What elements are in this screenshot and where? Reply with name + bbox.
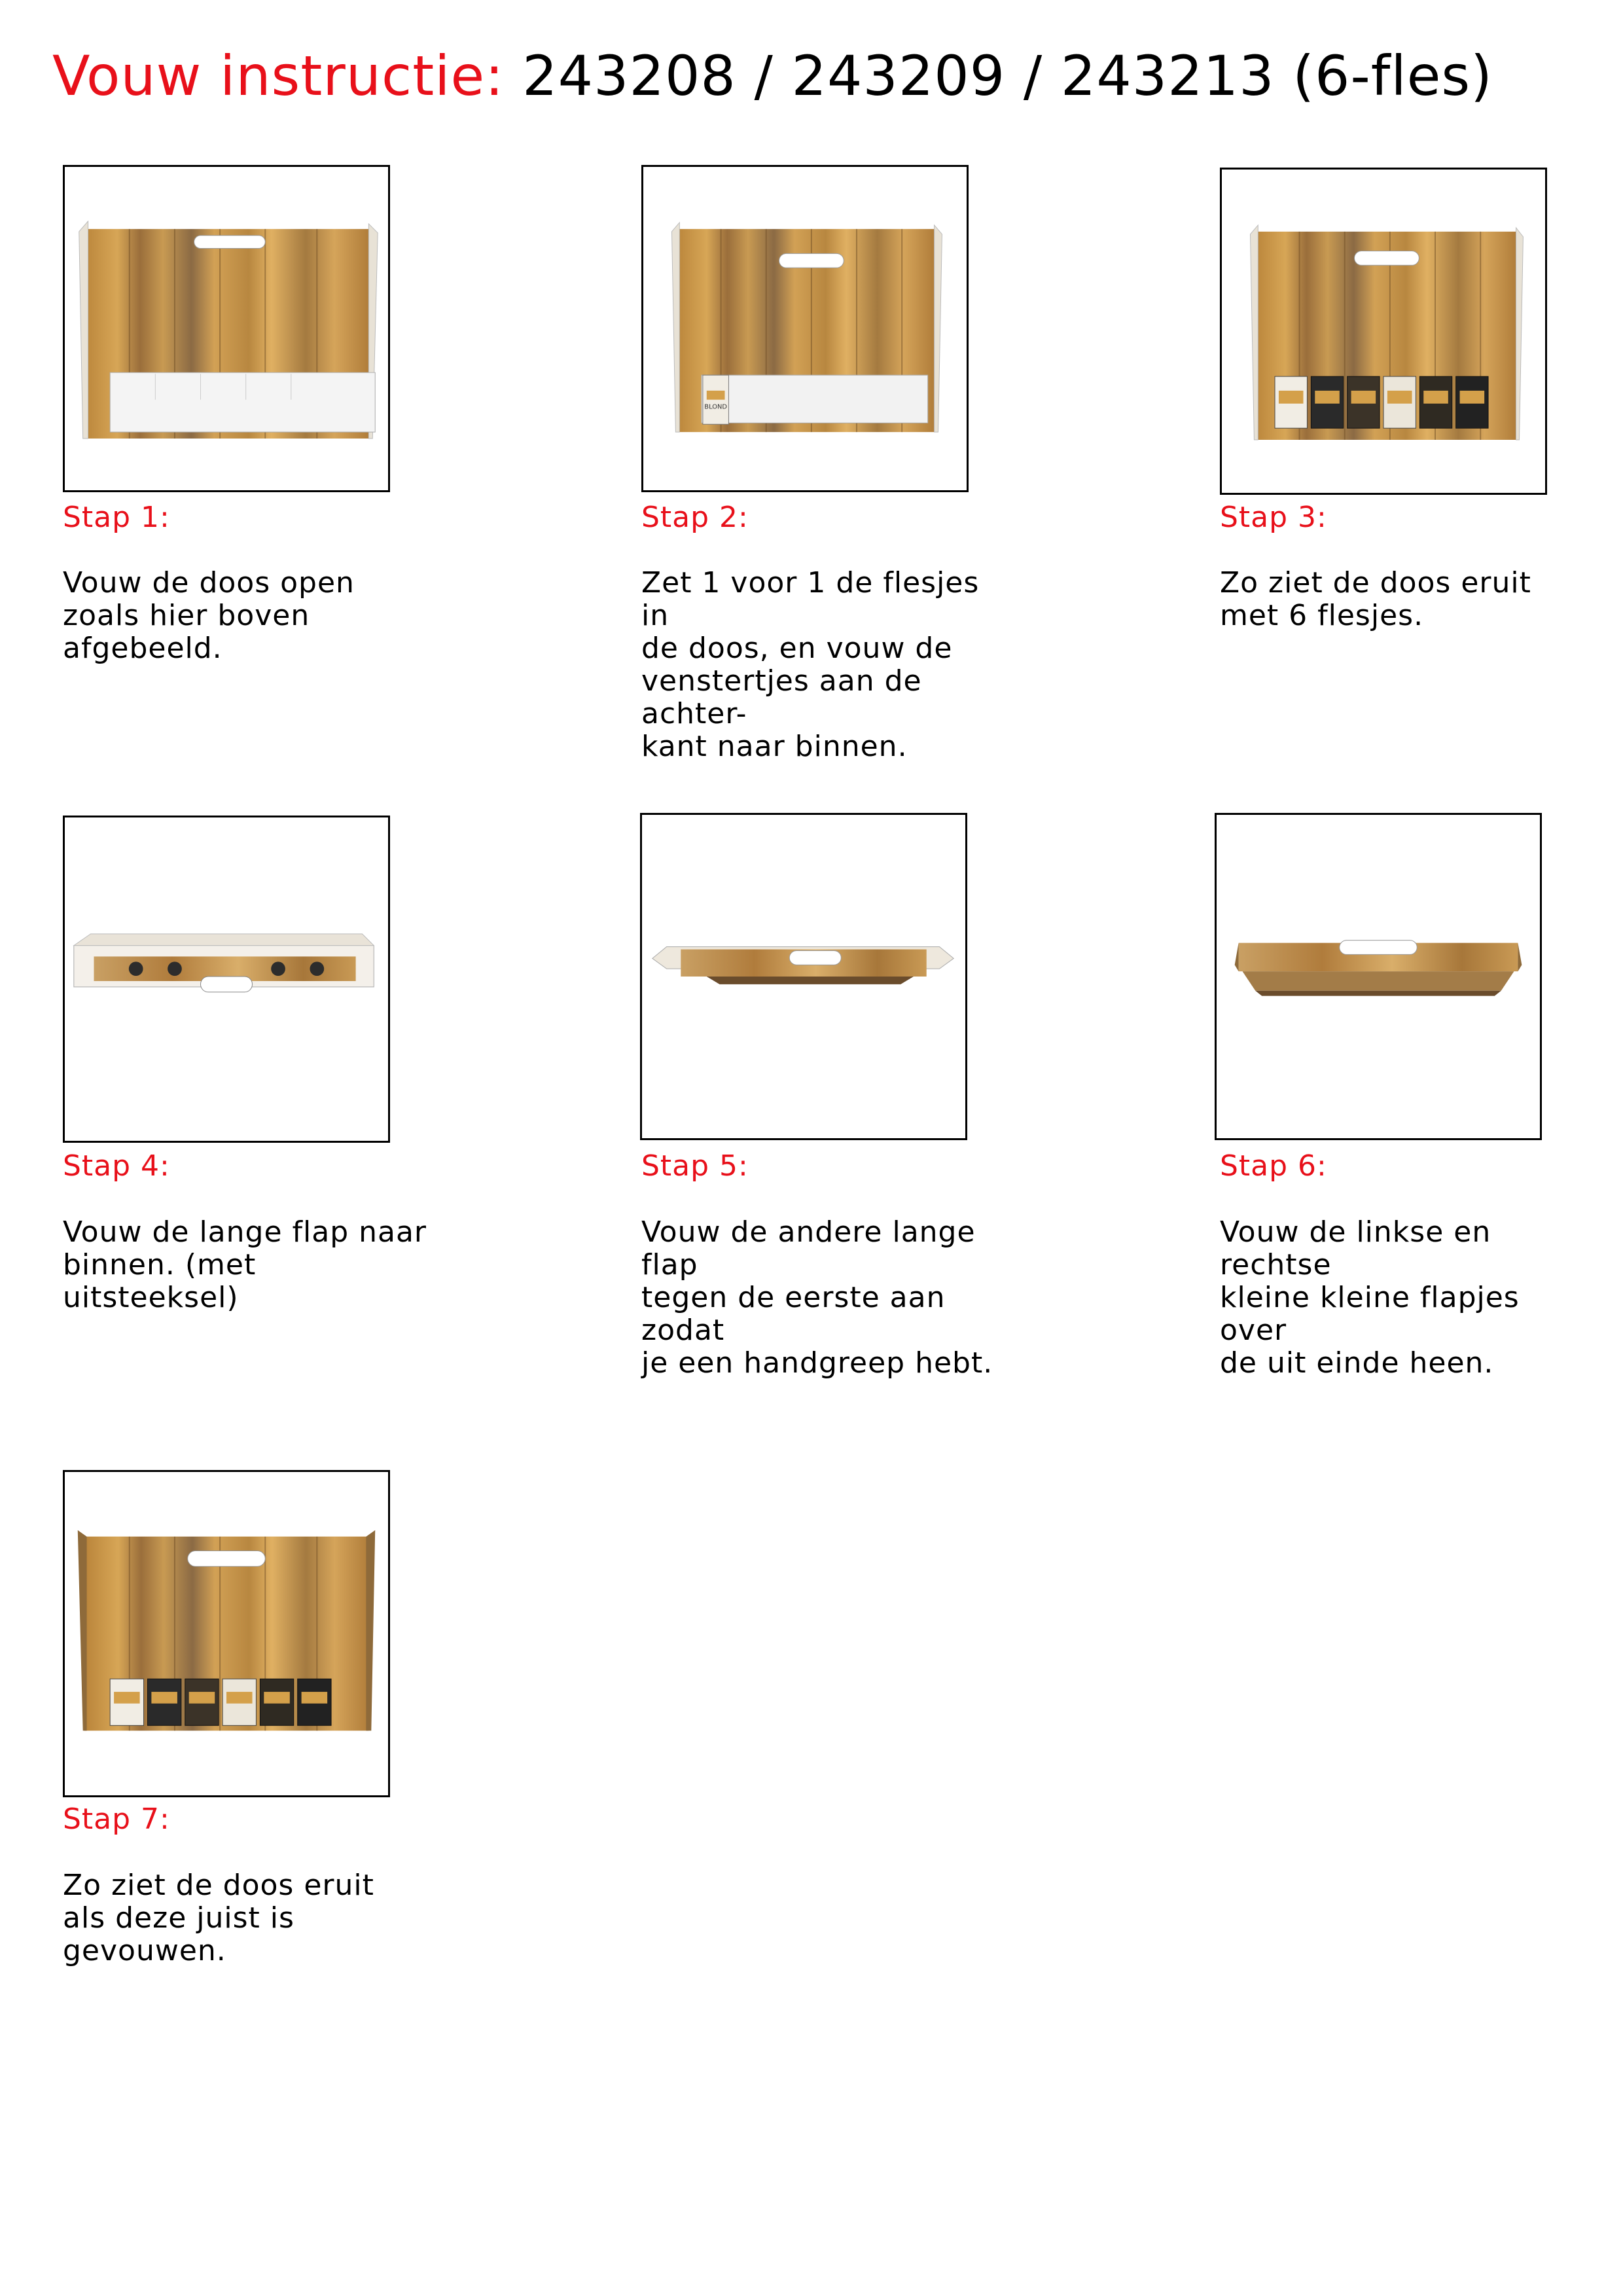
step-2-text: Zet 1 voor 1 de flesjes in de doos, en vouw de venstertjes aan de achter- kant naar binnen. xyxy=(641,566,980,763)
step-4-photo xyxy=(63,816,390,1143)
step-7-label: Stap 7: xyxy=(63,1803,170,1836)
step-3-photo xyxy=(1220,168,1547,495)
box-top-view-end-flaps-illustration xyxy=(1217,815,1540,1138)
step-3-label: Stap 3: xyxy=(1220,501,1327,534)
step-6-label: Stap 6: xyxy=(1220,1149,1327,1183)
step-4-label: Stap 4: xyxy=(63,1149,170,1183)
box-first-bottle-illustration xyxy=(643,167,967,490)
box-top-view-first-flap-illustration xyxy=(65,817,388,1141)
step-1-photo xyxy=(63,165,390,492)
step-6-text: Vouw de linkse en rechtse kleine kleine flapjes over de uit einde heen. xyxy=(1220,1215,1520,1380)
step-2-photo xyxy=(641,165,969,492)
step-5-photo xyxy=(640,813,967,1140)
step-3-text: Zo ziet de doos eruit met 6 flesjes. xyxy=(1220,566,1531,632)
box-six-bottles-illustration xyxy=(1222,170,1545,493)
title-prefix: Vouw instructie: xyxy=(52,44,505,108)
step-1-label: Stap 1: xyxy=(63,501,170,534)
step-7-text: Zo ziet de doos eruit als deze juist is gevouwen. xyxy=(63,1869,374,1967)
finished-box-illustration xyxy=(65,1472,388,1795)
step-7-photo xyxy=(63,1470,390,1797)
step-5-text: Vouw de andere lange flap tegen de eerste aan zodat je een handgreep hebt. xyxy=(641,1215,993,1380)
step-6-photo xyxy=(1215,813,1542,1140)
step-5-label: Stap 5: xyxy=(641,1149,749,1183)
step-1-text: Vouw de doos open zoals hier boven afgebeeld. xyxy=(63,566,355,665)
page-title xyxy=(52,43,1493,109)
step-2-label: Stap 2: xyxy=(641,501,749,534)
bottle-label: BLOND xyxy=(704,403,728,411)
title-codes: 243208 / 243209 / 243213 (6-fles) xyxy=(522,44,1493,108)
open-box-empty-illustration xyxy=(65,167,388,490)
step-4-text: Vouw de lange flap naar binnen. (met uitsteeksel) xyxy=(63,1215,427,1314)
box-top-view-second-flap-illustration xyxy=(642,815,965,1138)
